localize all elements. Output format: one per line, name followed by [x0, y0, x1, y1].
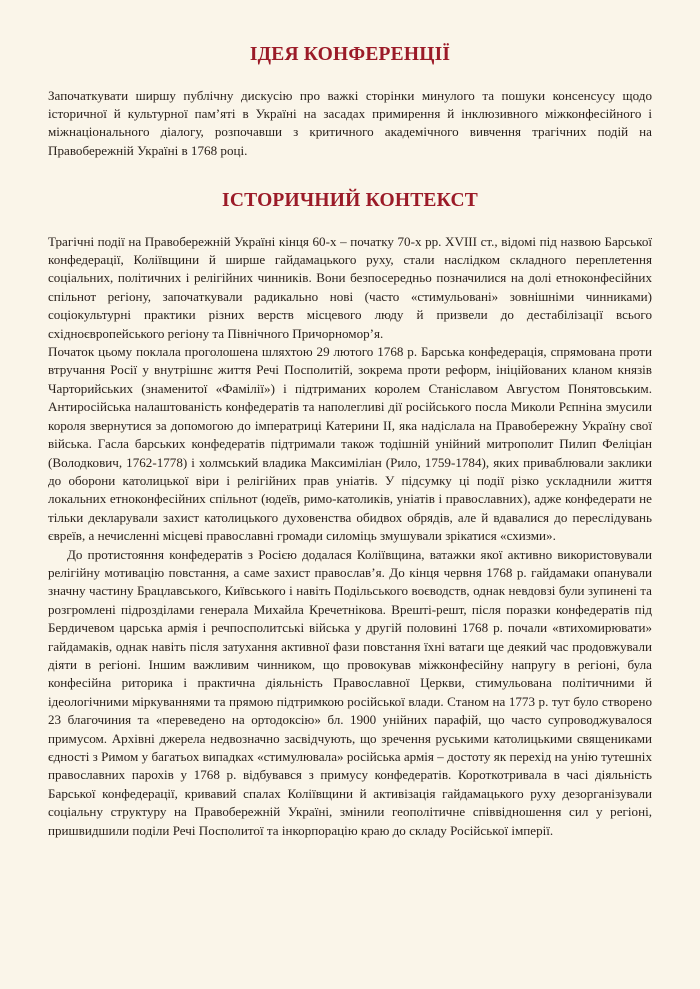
- historical-context-body: [48, 233, 652, 840]
- context-paragraph-2: Початок цьому поклала проголошена шляхтою 29 лютого 1768 р. Барська конфедерація, спрямована проти втручання Росії у внутрішнє життя Речі Посполитій, зокрема проти реформ, ініційованих кланом князів Чарторийських (знаменитої «Фамілії») і підтриманих королем Станіславом Августом Понятовським. Антиросійська налаштованість конфедератів та наполегливі дії російського посла Миколи Рєпніна змусили короля звернутися за допомогою до імператриці Катерини ІІ, яка надіслала на Правобережну Україну свої війська. Гасла барських конфедератів підтримали також тодішній унійний митрополит Пилип Феліціан (Володкович, 1762-1778) і холмський владика Максиміліан (Рило, 1759-1784), яких приваблювали заклики до оборони католицької віри і релігійних прав уніатів. У підсумку ці події різко ускладнили життя локальних етноконфесійних спільнот (юдеїв, римо-католиків, уніатів і православних), адже конфедерати не тільки декларували захист католицького духовенства обидвох обрядів, але й вдавалися до переслідувань євреїв, а нечисленні місцеві православні громади силоміць змушували зрікатися «схизми».: [48, 344, 652, 544]
- conference-idea-body: [48, 87, 652, 161]
- section-title-historical-context: ІСТОРИЧНИЙ КОНТЕКСТ: [222, 190, 478, 212]
- context-paragraph-1: Трагічні події на Правобережній Україні кінця 60-х – початку 70-х рр. XVIII ст., відомі під назвою Барської конфедерації, Коліївщини й ширше гайдамацького руху, стали наслідком складного переплетення соціальних, політичних і релігійних чинників. Вони безпосередньо позначилися на долі етноконфесійних спільнот регіону, започаткували радикально нові (часто «стимульовані» зовнішніми чинниками) соціокультурні практики різних верств місцевого люду й призвели до дестабілізації всього східноєвропейського регіону та Північного Причорномор’я.: [48, 233, 652, 341]
- conference-idea-paragraph: Започаткувати ширшу публічну дискусію про важкі сторінки минулого та пошуки консенсусу щодо історичної й культурної пам’яті в Україні на засадах примирення й інклюзивного міжконфесійного і міжнаціонального діалогу, розпочавши з критичного академічного вивчення трагічних подій на Правобережній Україні в 1768 році.: [48, 87, 652, 158]
- context-paragraph-3: До протистояння конфедератів з Росією додалася Коліївщина, ватажки якої активно використовували релігійну мотивацію повстання, а саме захист православ’я. До кінця червня 1768 р. гайдамаки опанували значну частину Брацлавського, Київського і навіть Подільського воєводств, однак невдовзі були зупинені та розгромлені підрозділами генерала Михайла Кречетнікова. Врешті-решт, після поразки конфедератів під Бердичевом царська армія і речпосполитські війська у другій половині 1768 р. почали «втихомирювати» гайдамаків, однак навіть після затухання активної фази повстання їхні ватаги ще деякий час продовжували діяти в регіоні. Іншим важливим чинником, що провокував міжконфесійну напругу в регіоні, була конфесійна риторика і практична діяльність Православної Церкви, стимульована політичними й ідеологічними міркуваннями та прямою підтримкою російської влади. Станом на 1773 р. тут було створено 23 благочиния та «переведено на ортодоксію» бл. 1900 унійних парафій, що часто супроводжувалося примусом. Архівні джерела недвозначно засвідчують, що зречення руськими католицькими священиками єдності з Римом у багатьох випадках «стимулювала» російська армія – достоту як перехід на унію тутешніх православних парохів у 1768 р. відбувався з примусу конфедератів. Короткотривала в часі діяльність Барської конфедерації, кривавий спалах Коліївщини й активізація гайдамацького руху дезорганізували соціальну структуру на Правобережній Україні, змінили геополітичне співвідношення сил у регіоні, пришвидшили поділи Речі Посполитої та інкорпорацію краю до складу Російської імперії.: [48, 546, 652, 838]
- section-title-conference-idea: ІДЕЯ КОНФЕРЕНЦІЇ: [249, 44, 451, 65]
